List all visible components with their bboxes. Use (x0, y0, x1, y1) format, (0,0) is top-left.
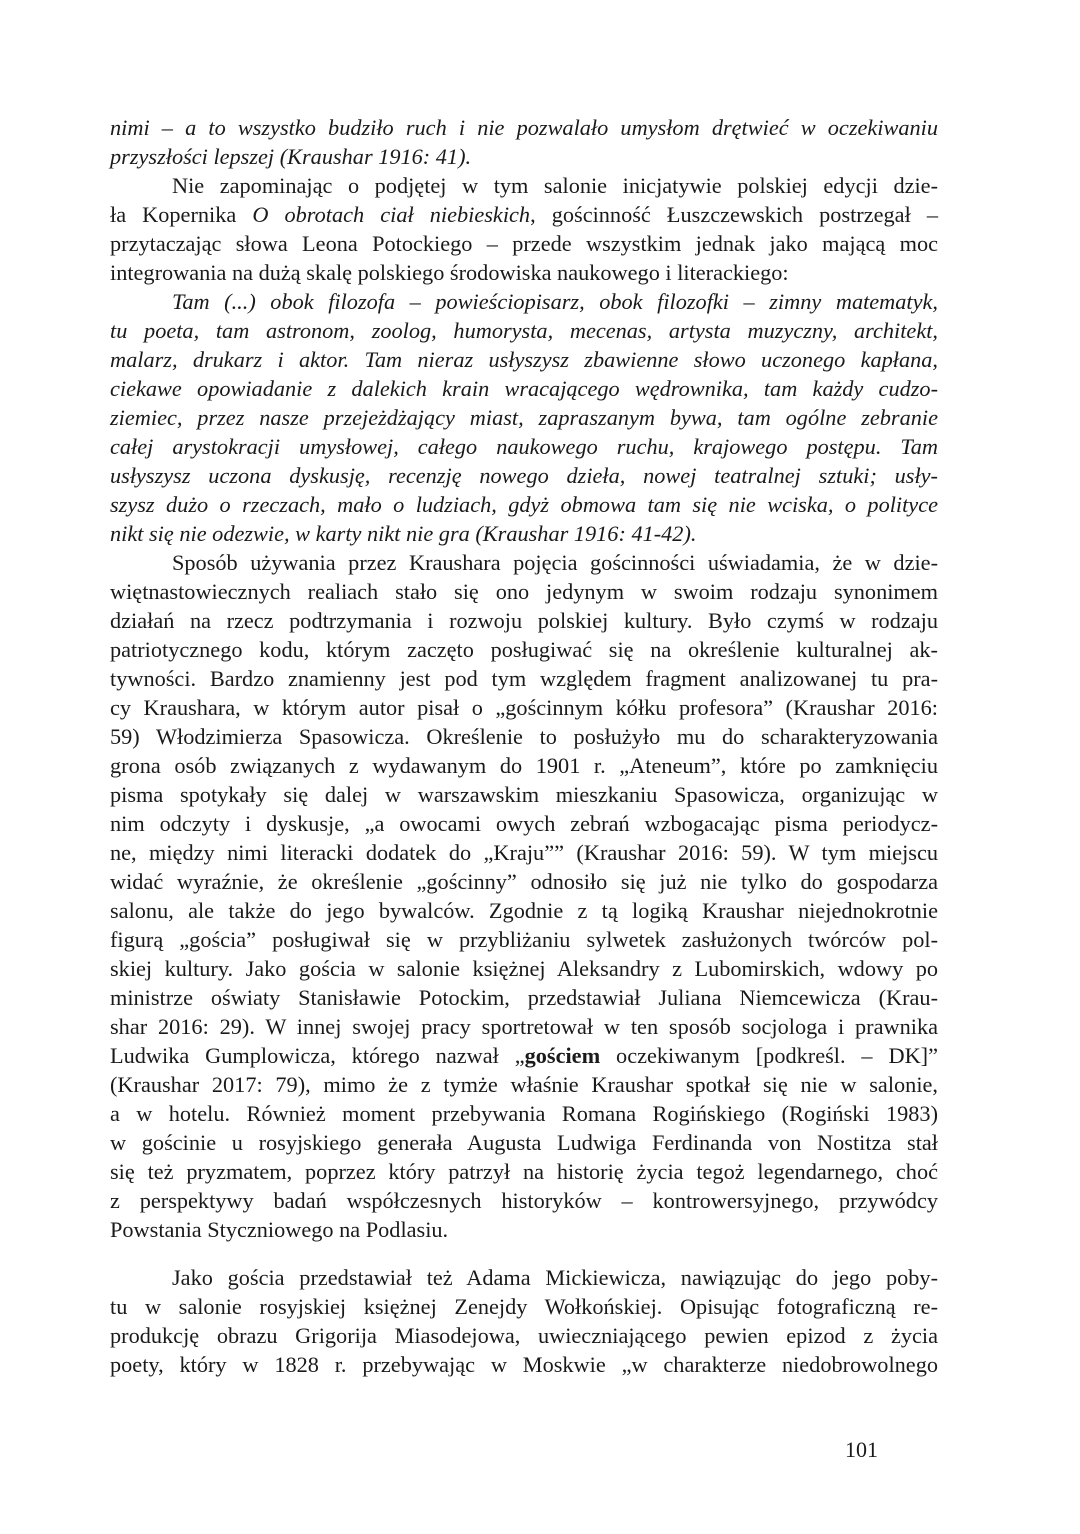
text-line: shar 2016: 29). W innej swojej pracy sportretował w ten sposób socjologa i prawnika (110, 1014, 938, 1039)
text-line: usłyszysz uczona dyskusję, recenzję nowego dzieła, nowej teatralnej sztuki; usły- (110, 463, 938, 488)
page-number: 101 (845, 1437, 878, 1462)
text-line: pisma spotykały się dalej w warszawskim mieszkaniu Spasowicza, organizując w (110, 782, 938, 807)
text-line: Powstania Styczniowego na Podlasiu. (110, 1217, 449, 1242)
paragraph-hospitality (110, 548, 938, 1244)
text-line: widać wyraźnie, że określenie „gościnny” odnosiło się już nie tylko do gospodarza (110, 869, 938, 894)
text-line: ne, między nimi literacki dodatek do „Kraju”” (Kraushar 2016: 59). W tym miejscu (110, 840, 938, 865)
text-line: więtnastowiecznych realiach stało się ono jedynym w swoim rodzaju synonimem (110, 579, 938, 604)
emphasized-word: gościem (524, 1043, 601, 1068)
text-line: w gościnie u rosyjskiego generała Augusta Ludwiga Ferdinanda von Nostitza stał (110, 1130, 938, 1155)
text-line: ciekawe opowiadanie z dalekich krain wracającego wędrownika, tam każdy cudzo- (110, 376, 938, 401)
text-line: nikt się nie odezwie, w karty nikt nie gra (Kraushar 1916: 41-42). (110, 521, 697, 546)
text-line: cy Kraushara, w którym autor pisał o „gościnnym kółku profesora” (Kraushar 2016: (110, 695, 938, 720)
text-line: nimi – a to wszystko budziło ruch i nie pozwalało umysłom drętwieć w oczekiwaniu (110, 115, 938, 140)
text-line: Tam (...) obok filozofa – powieściopisarz, obok filozofki – zimny matematyk, (172, 289, 938, 314)
text-line: ministrze oświaty Stanisławie Potockim, przedstawiał Juliana Niemcewicza (Krau- (110, 985, 938, 1010)
text-line: Sposób używania przez Kraushara pojęcia gościnności uświadamia, że w dzie- (172, 550, 938, 575)
text-line: nim odczyty i dyskusje, „a owocami owych zebrań wzbogacając pisma periodycz- (110, 811, 938, 836)
text-line: poety, który w 1828 r. przebywając w Moskwie „w charakterze niedobrowolnego (110, 1352, 938, 1377)
text-line: tu w salonie rosyjskiej księżnej Zenejdy Wołkońskiej. Opisując fotograficzną re- (110, 1294, 938, 1319)
book-title: O obrotach ciał niebieskich (252, 202, 531, 227)
paragraph-copernicus (110, 171, 938, 287)
text-line: tu poeta, tam astronom, zoolog, humorysta, mecenas, artysta muzyczny, architekt, (110, 318, 938, 343)
text-line: 59) Włodzimierza Spasowicza. Określenie to posłużyło mu do scharakteryzowania (110, 724, 938, 749)
text-line (110, 1041, 938, 1070)
text-line: skiej kultury. Jako gościa w salonie księżnej Aleksandry z Lubomirskich, wdowy po (110, 956, 938, 981)
text-fragment: ła Kopernika (110, 202, 253, 227)
text-line: Nie zapominając o podjętej w tym salonie inicjatywie polskiej edycji dzie- (172, 173, 938, 198)
text-line: całej arystokracji umysłowej, całego naukowego ruchu, krajowego postępu. Tam (110, 434, 938, 459)
text-line: a w hotelu. Również moment przebywania Romana Rogińskiego (Rogiński 1983) (110, 1101, 938, 1126)
quote-continuation (110, 113, 938, 171)
text-line: szysz dużo o rzeczach, mało o ludziach, gdyż obmowa tam się nie wciska, o polityce (110, 492, 938, 517)
text-fragment: , gościnność Łuszczewskich postrzegał – (530, 202, 938, 227)
text-line: salonu, ale także do jego bywalców. Zgodnie z tą logiką Kraushar niejednokrotnie (110, 898, 938, 923)
paragraph-mickiewicz (110, 1263, 938, 1379)
text-line: patriotycznego kodu, którym zaczęto posługiwać się na określenie kulturalnej ak- (110, 637, 938, 662)
text-fragment: oczekiwanym [podkreśl. – DK]” (600, 1043, 938, 1068)
text-line: (Kraushar 2017: 79), mimo że z tymże właśnie Kraushar spotkał się nie w salonie, (110, 1072, 938, 1097)
text-line: grona osób związanych z wydawanym do 1901 r. „Ateneum”, które po zamknięciu (110, 753, 938, 778)
text-line: produkcję obrazu Grigorija Miasodejowa, uwieczniającego pewien epizod z życia (110, 1323, 938, 1348)
text-line: z perspektywy badań współczesnych historyków – kontrowersyjnego, przywódcy (110, 1188, 938, 1213)
text-line: figurą „gościa” posługiwał się w przybliżaniu sylwetek zasłużonych twórców pol- (110, 927, 938, 952)
block-quote (110, 287, 938, 548)
text-line (110, 200, 938, 229)
text-line: przytaczając słowa Leona Potockiego – przede wszystkim jednak jako mającą moc (110, 231, 938, 256)
text-line: przyszłości lepszej (Kraushar 1916: 41). (110, 144, 472, 169)
text-line: integrowania na dużą skalę polskiego środowiska naukowego i literackiego: (110, 260, 789, 285)
text-line: działań na rzecz podtrzymania i rozwoju polskiej kultury. Było czymś w rodzaju (110, 608, 938, 633)
text-fragment: Ludwika Gumplowicza, którego nazwał „ (110, 1043, 525, 1068)
text-line: Jako gościa przedstawiał też Adama Mickiewicza, nawiązując do jego poby- (172, 1265, 938, 1290)
text-line: malarz, drukarz i aktor. Tam nieraz usłyszysz zbawienne słowo uczonego kapłana, (110, 347, 938, 372)
text-line: tywności. Bardzo znamienny jest pod tym względem fragment analizowanej tu pra- (110, 666, 938, 691)
text-line: ziemiec, przez nasze przejeżdżający miast, zapraszanym bywa, tam ogólne zebranie (110, 405, 938, 430)
text-line: się też pryzmatem, poprzez który patrzył na historię życia tegoż legendarnego, choć (110, 1159, 938, 1184)
